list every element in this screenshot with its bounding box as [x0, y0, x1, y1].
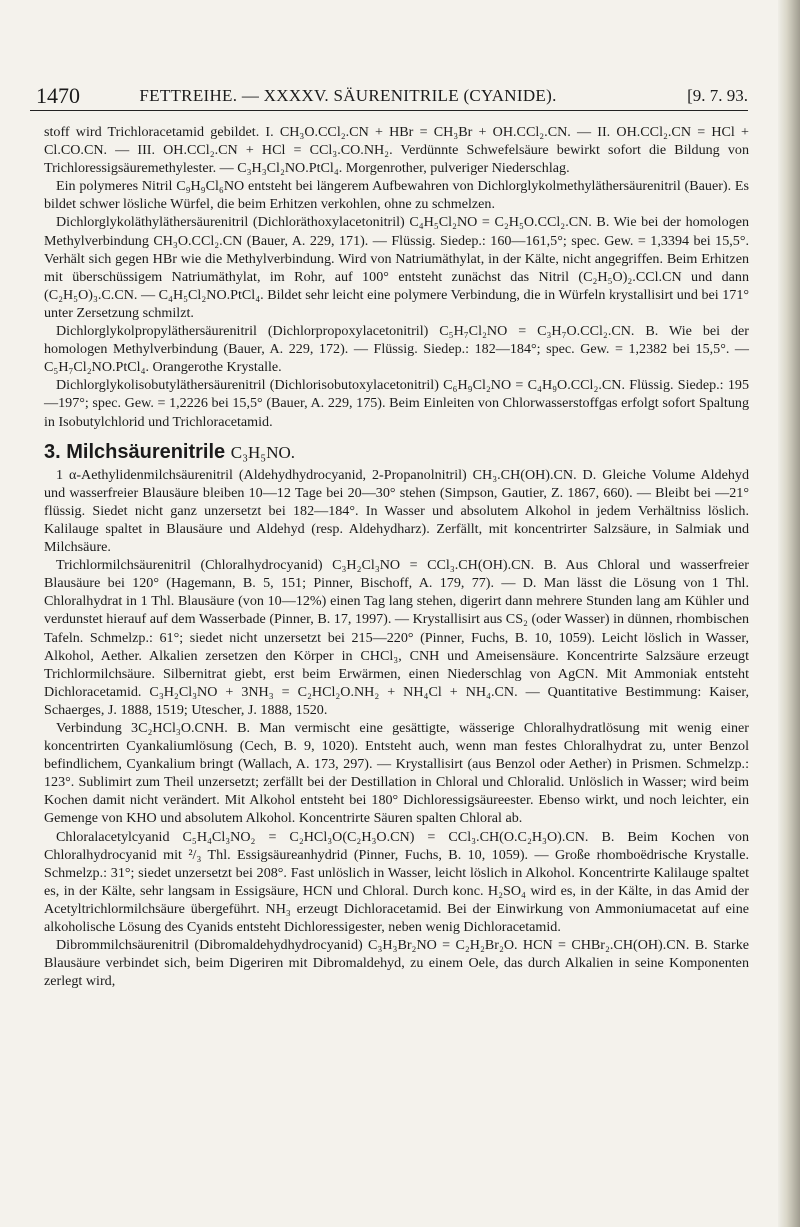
- paragraph: 1 α-Aethylidenmilchsäurenitril (Aldehydhydrocyanid, 2-Propanolnitril) CH₃.CH(OH).CN. D. Gleiche Volume Aldehyd und wasserfreier Blausäure bleiben 10—12 Tage bei 20—30° stehen (Simpson, Gautier, Z. 1867, 660). — Bleibt bei —21° flüssig. Siedet nicht ganz unzersetzt bei 182—184°. In Wasser und absolutem Alkohol in jedem Verhältniss löslich. Kalilauge spaltet in Blausäure und Aldehyd (resp. Aldehydharz). Zerfällt, mit koncentrirter Salzsäure, in Salmiak und Milchsäure.: [44, 466, 749, 556]
- section-heading: [44, 440, 749, 463]
- paragraph: stoff wird Trichloracetamid gebildet. I. CH₃O.CCl₂.CN + HBr = CH₃Br + OH.CCl₂.CN. — II. OH.CCl₂.CN = HCl + Cl.CO.CN. — III. OH.CCl₂.CN + HCl = CCl₃.CO.NH₂. Verdünnte Schwefelsäure bewirkt sofort die Bildung von Trichloressigsäuremethylester. — C₃H₃Cl₂NO.PtCl₄. Morgenrother, pulveriger Niederschlag.: [44, 124, 749, 177]
- book-spine-edge: [778, 0, 800, 1227]
- page-body: [44, 123, 749, 990]
- running-title: FETTREIHE. — XXXXV. SÄURENITRILE (CYANIDE).: [139, 86, 557, 105]
- paragraph: Dichlorglykoläthyläthersäurenitril (Dichloräthoxylacetonitril) C₄H₅Cl₂NO = C₂H₅O.CCl₂.CN. B. Wie bei der homologen Methylverbindung CH₃O.CCl₂.CN (Bauer, A. 229, 171). — Flüssig. Siedep.: 160—161,5°; spec. Gew. = 1,3394 bei 15,5°. Verhält sich gegen HBr wie die Methylverbindung. Wird von Natriumäthylat, in der Kälte, nicht angegriffen. Beim Erhitzen mit überschüssigem Natriumäthylat, im Rohr, auf 100° entsteht zunächst das Nitril (C₂H₅O)₂.CCl.CN und dann (C₂H₅O)₃.C.CN. — C₄H₅Cl₂NO.PtCl₄. Bildet sehr leicht eine polymere Verbindung, die in Würfeln krystallisirt und bei 171° unter Zersetzung schmilzt.: [44, 214, 749, 321]
- header-date: [9. 7. 93.: [687, 86, 748, 105]
- section-title: 3. Milchsäurenitrile: [44, 440, 226, 463]
- paragraph: Trichlormilchsäurenitril (Chloralhydrocyanid) C₃H₂Cl₃NO = CCl₃.CH(OH).CN. B. Aus Chloral und wasserfreier Blausäure bei 120° (Hagemann, B. 5, 151; Pinner, Bischoff, A. 179, 77). — D. Man lässt die Lösung von 1 Thl. Chloralhydrat in 1 Thl. Blausäure (von 10—12%) einen Tag lang stehen, digerirt dann mehrere Stunden lang am Kühler und verdunstet hierauf auf dem Wasserbade (Pinner, B. 17, 1997). — Krystallisirt aus CS₂ (oder Wasser) in dünnen, rhombischen Tafeln. Schmelzp.: 61°; siedet nicht unzersetzt bei 215—220° (Pinner, Fuchs, B. 10, 1059). Leicht löslich in Wasser, Alkohol, Aether. Alkalien zersetzen den Körper in CHCl₃, CNH und Ameisensäure. Koncentrirte Salzsäure erzeugt Trichlormilchsäure. Silbernitrat giebt, erst beim Erwärmen, einen Niederschlag von AgCN. Mit Ammoniak entsteht Dichloracetamid. C₃H₂Cl₃NO + 3NH₃ = C₂HCl₂O.NH₂ + NH₄Cl + NH₄.CN. — Quantitative Bestimmung: Kaiser, Schaerges, J. 1888, 1519; Utescher, J. 1888, 1520.: [44, 557, 749, 718]
- paragraph: Ein polymeres Nitril C₉H₉Cl₆NO entsteht bei längerem Aufbewahren von Dichlorglykolmethyläthersäurenitril (Bauer). Es bildet schwer lösliche Würfel, die beim Erhitzen verkohlen, ohne zu schmelzen.: [44, 178, 749, 213]
- paragraph: Dichlorglykolpropyläthersäurenitril (Dichlorpropoxylacetonitril) C₅H₇Cl₂NO = C₃H₇O.CCl₂.CN. B. Wie bei der homologen Methylverbindung (Bauer, A. 229, 172). — Flüssig. Siedep.: 182—184°; spec. Gew. = 1,2382 bei 15,5°. — C₅H₇Cl₂NO.PtCl₄. Orangerothe Krystalle.: [44, 323, 749, 376]
- paragraph: Verbindung 3C₂HCl₃O.CNH. B. Man vermischt eine gesättigte, wässerige Chloralhydratlösung mit wenig einer koncentrirten Cyankaliumlösung (Cech, B. 9, 1020). Entsteht auch, wenn man festes Chloralhydrat zu, unter Benzol befindlichem, Cyankalium bringt (Wallach, A. 173, 297). — Krystallisirt (aus Benzol oder Aether) in Prismen. Schmelzp.: 123°. Sublimirt zum Theil unzersetzt; zerfällt bei der Destillation in Chloral und Chloralid. Unlöslich in Wasser; wird beim Kochen damit nicht verändert. Mit Alkohol entsteht bei 180° Dichloressigsäureester. Ebenso wirkt, und noch leichter, ein Gemenge von KHO und absolutem Alkohol. Koncentrirte Säuren spalten Chloral ab.: [44, 720, 749, 827]
- paragraph: Chloralacetylcyanid C₅H₄Cl₃NO₂ = C₂HCl₃O(C₂H₃O.CN) = CCl₃.CH(O.C₂H₃O).CN. B. Beim Kochen von Chloralhydrocyanid mit ²/₃ Thl. Essigsäureanhydrid (Pinner, Fuchs, B. 10, 1059). — Große rhomboëdrische Krystalle. Schmelzp.: 31°; siedet unzersetzt bei 208°. Fast unlöslich in Wasser, leicht löslich in Alkohol. Koncentrirte Kalilauge spaltet es, in der Kälte, sehr langsam in Essigsäure, HCN und Chloral. Durch konc. H₂SO₄ wird es, in der Kälte, in das Amid der Acetyltrichlormilchsäure übergeführt. NH₃ erzeugt Dichloracetamid. Bei der Einwirkung von Ammoniumacetat auf eine alkoholische Lösung des Cyanids entsteht Dichloressigester, neben wenig Dichloracetamid.: [44, 828, 749, 936]
- page-header: [30, 80, 748, 111]
- page-number: 1470: [36, 83, 80, 108]
- paragraph: Dichlorglykolisobutyläthersäurenitril (Dichlorisobutoxylacetonitril) C₆H₉Cl₂NO = C₄H₉O.CCl₂.CN. Flüssig. Siedep.: 195—197°; spec. Gew. = 1,2226 bei 15,5° (Bauer, A. 229, 175). Beim Einleiten von Chlorwasserstoffgas erfolgt sofort Spaltung in Isobutylchlorid und Trichloracetamid.: [44, 377, 749, 430]
- paragraph: Dibrommilchsäurenitril (Dibromaldehydhydrocyanid) C₃H₃Br₂NO = C₂H₂Br₂O. HCN = CHBr₂.CH(OH).CN. B. Starke Blausäure verbindet sich, beim Digeriren mit Dibromaldehyd, zu einem Oele, das durch Alkalien in seine Komponenten zerlegt wird,: [44, 937, 749, 990]
- section-formula: C₃H₅NO.: [230, 442, 296, 462]
